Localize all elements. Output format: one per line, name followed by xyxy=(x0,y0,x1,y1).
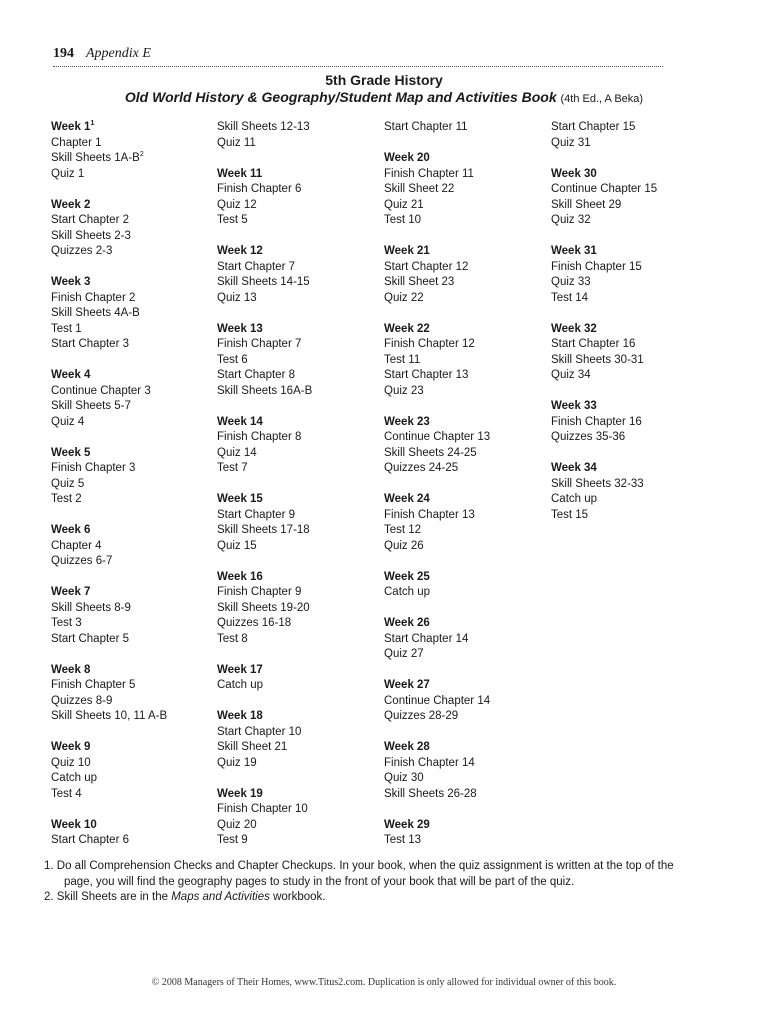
assignment-item: Finish Chapter 12 xyxy=(384,338,475,350)
schedule-title xyxy=(0,72,768,108)
assignment-item: Quiz 15 xyxy=(217,539,257,552)
footnote-2-suffix: workbook. xyxy=(269,891,326,903)
assignment-item: Skill Sheets 24-25 xyxy=(384,446,477,459)
assignment-item: Skill Sheets 30-31 xyxy=(551,353,644,366)
assignment-item: Finish Chapter 3 xyxy=(51,462,136,474)
assignment-item: Quizzes 8-9 xyxy=(51,694,113,707)
week-label: Week 31 xyxy=(551,245,597,257)
assignment-item: Quiz 14 xyxy=(217,446,257,459)
assignment-item: Start Chapter 7 xyxy=(217,260,295,273)
week-block xyxy=(217,492,383,554)
assignment-item: Quiz 19 xyxy=(217,756,257,769)
assignment-item: Finish Chapter 16 xyxy=(551,415,642,428)
week-block xyxy=(384,151,550,229)
assignment-item: Test 2 xyxy=(51,493,82,505)
assignment-item: Chapter 1 xyxy=(51,136,102,149)
assignment-item: Test 14 xyxy=(551,291,589,304)
assignment-item: Quiz 34 xyxy=(551,369,591,381)
assignment-item: Skill Sheets 10, 11 A-B xyxy=(51,710,168,722)
footnote-ref: 1 xyxy=(90,120,95,128)
week-label: Week 30 xyxy=(551,167,597,180)
week-block xyxy=(51,446,217,508)
schedule-column-3 xyxy=(384,120,550,864)
week-block xyxy=(217,787,383,849)
assignment-item: Start Chapter 2 xyxy=(51,214,129,226)
assignment-item: Skill Sheets 14-15 xyxy=(217,276,310,288)
week-label: Week 22 xyxy=(384,322,430,335)
assignment-item: Skill Sheets 17-18 xyxy=(217,524,310,536)
assignment-item: Quiz 4 xyxy=(51,415,85,428)
assignment-item: Finish Chapter 2 xyxy=(51,291,136,304)
assignment-item: Skill Sheets 2-3 xyxy=(51,229,131,242)
footnotes xyxy=(44,859,704,906)
assignment-item: Start Chapter 16 xyxy=(551,338,636,350)
week-block xyxy=(384,492,550,554)
week-block xyxy=(51,740,217,802)
week-label: Week 32 xyxy=(551,322,597,335)
assignment-item: Skill Sheets 12-13 xyxy=(217,121,310,133)
week-label: Week 3 xyxy=(51,276,91,288)
week-block xyxy=(551,167,717,229)
week-label: Week 33 xyxy=(551,400,597,412)
assignment-item: Finish Chapter 6 xyxy=(217,183,302,195)
assignment-item: Start Chapter 8 xyxy=(217,369,295,381)
week-label: Week 11 xyxy=(217,167,263,180)
assignment-item: Quizzes 28-29 xyxy=(384,710,459,722)
assignment-item: Chapter 4 xyxy=(51,539,102,552)
assignment-item: Continue Chapter 13 xyxy=(384,431,491,443)
assignment-item: Skill Sheets 16A-B xyxy=(217,384,313,397)
week-block xyxy=(551,322,717,384)
footnote-2-workbook-title: Maps and Activities xyxy=(171,891,270,903)
title-line-2 xyxy=(0,89,768,108)
assignment-item: Start Chapter 3 xyxy=(51,338,129,350)
assignment-item: Catch up xyxy=(217,679,264,691)
assignment-item: Finish Chapter 13 xyxy=(384,508,475,521)
assignment-item: Start Chapter 6 xyxy=(51,834,129,846)
week-label: Week 6 xyxy=(51,524,91,536)
assignment-item: Quiz 12 xyxy=(217,198,257,211)
footnote-1-line-1: 1. Do all Comprehension Checks and Chapter Checkups. In your book, when the quiz assignment is written at the top of the xyxy=(44,860,674,872)
assignment-item: Skill Sheets 8-9 xyxy=(51,601,131,614)
assignment-item: Start Chapter 13 xyxy=(384,369,469,381)
assignment-item: Quizzes 2-3 xyxy=(51,245,113,257)
week-label: Week 4 xyxy=(51,369,91,381)
week-block xyxy=(217,663,383,694)
week-label: Week 20 xyxy=(384,152,430,164)
assignment-item: Start Chapter 15 xyxy=(551,121,636,133)
week-block xyxy=(217,415,383,477)
assignment-item: Test 7 xyxy=(217,462,248,474)
section-label: Appendix E xyxy=(86,46,151,61)
assignment-item: Test 10 xyxy=(384,214,422,226)
assignment-item: Catch up xyxy=(384,586,431,598)
assignment-item: Test 15 xyxy=(551,508,589,521)
week-label: Week 13 xyxy=(217,322,263,335)
assignment-item: Test 9 xyxy=(217,834,248,846)
week-block xyxy=(384,570,550,601)
assignment-item: Continue Chapter 14 xyxy=(384,694,491,707)
week-block xyxy=(217,709,383,771)
week-label: Week 2 xyxy=(51,198,91,211)
week-block xyxy=(217,244,383,306)
assignment-item: Start Chapter 5 xyxy=(51,632,129,645)
footnote-2 xyxy=(44,890,704,906)
week-label: Week 23 xyxy=(384,415,430,428)
week-block xyxy=(51,818,217,849)
assignment-item: Start Chapter 14 xyxy=(384,632,469,645)
assignment-item: Test 12 xyxy=(384,524,422,536)
assignment-item: Start Chapter 9 xyxy=(217,508,295,521)
assignment-item: Quizzes 16-18 xyxy=(217,617,292,629)
assignment-item: Finish Chapter 15 xyxy=(551,260,642,273)
assignment-item: Quiz 23 xyxy=(384,384,424,397)
assignment-item: Quiz 11 xyxy=(217,136,256,149)
assignment-item: Finish Chapter 11 xyxy=(384,167,474,180)
schedule-column-2 xyxy=(217,120,383,864)
week-label: Week 16 xyxy=(217,570,263,583)
week-block xyxy=(51,198,217,260)
week-block xyxy=(384,616,550,663)
week-label: Week 24 xyxy=(384,493,430,505)
assignment-item: Quiz 20 xyxy=(217,818,257,831)
assignment-item: Start Chapter 10 xyxy=(217,725,302,738)
week-label: Week 10 xyxy=(51,818,97,831)
assignment-item: Finish Chapter 9 xyxy=(217,586,302,598)
week-block xyxy=(51,120,217,182)
assignment-item: Test 6 xyxy=(217,353,248,366)
assignment-item: Continue Chapter 3 xyxy=(51,384,151,397)
week-block xyxy=(51,585,217,647)
assignment-item: Quiz 27 xyxy=(384,648,424,660)
assignment-item: Skill Sheet 22 xyxy=(384,183,455,195)
title-line-1: 5th Grade History xyxy=(325,72,443,88)
assignment-item: Skill Sheets $1A-B^2$ xyxy=(51,151,144,164)
assignment-item: Quiz 22 xyxy=(384,291,424,304)
footnote-ref: 2 xyxy=(139,151,144,159)
assignment-item: Quiz 13 xyxy=(217,291,257,304)
week-label: Week 28 xyxy=(384,741,430,753)
assignment-item: Skill Sheets 26-28 xyxy=(384,787,477,800)
assignment-item: Test 8 xyxy=(217,632,248,645)
assignment-item: Test 5 xyxy=(217,214,248,226)
schedule-column-4 xyxy=(551,120,717,539)
assignment-item: Skill Sheets 5-7 xyxy=(51,400,131,412)
footnote-1-line-2: page, you will find the geography pages to study in the front of your book that will be part of the quiz. xyxy=(64,875,575,888)
assignment-item: Catch up xyxy=(551,493,598,505)
assignment-item: Finish Chapter 10 xyxy=(217,803,308,815)
week-block xyxy=(384,244,550,306)
week-label: Week 34 xyxy=(551,462,597,474)
assignment-item: Test 3 xyxy=(51,617,82,629)
week-block xyxy=(551,244,717,306)
week-block xyxy=(551,461,717,523)
edition-label: (4th Ed., A Beka) xyxy=(560,93,644,105)
assignment-item: Skill Sheet 29 xyxy=(551,198,622,211)
week-block xyxy=(551,120,717,151)
assignment-item: Test 13 xyxy=(384,834,422,846)
assignment-item: Start Chapter 12 xyxy=(384,260,469,273)
week-label: Week 15 xyxy=(217,493,263,505)
week-label: Week 8 xyxy=(51,663,91,676)
week-block xyxy=(384,415,550,477)
assignment-item: Test 1 xyxy=(51,322,82,335)
page-header xyxy=(53,44,663,67)
week-label: Week 26 xyxy=(384,617,430,629)
assignment-item: Quiz 30 xyxy=(384,772,424,784)
assignment-item: Quizzes 6-7 xyxy=(51,555,113,567)
assignment-item: Finish Chapter 14 xyxy=(384,756,475,769)
week-block xyxy=(51,275,217,353)
week-block xyxy=(551,399,717,446)
assignment-item: Quiz 26 xyxy=(384,539,424,552)
week-label: Week 18 xyxy=(217,710,263,722)
week-block xyxy=(384,740,550,802)
assignment-item: Catch up xyxy=(51,772,98,784)
assignment-item: Quiz 33 xyxy=(551,276,591,288)
week-block xyxy=(217,167,383,229)
assignment-item: Quiz 5 xyxy=(51,477,85,490)
assignment-item: Quizzes 24-25 xyxy=(384,462,459,474)
week-label: Week 25 xyxy=(384,570,430,583)
week-label: Week 7 xyxy=(51,586,91,598)
week-label: Week 17 xyxy=(217,663,263,676)
assignment-item: Quiz 32 xyxy=(551,214,591,226)
assignment-item: Skill Sheets 32-33 xyxy=(551,477,644,490)
week-block xyxy=(217,570,383,648)
copyright-footer: © 2008 Managers of Their Homes, www.Titus2.com. Duplication is only allowed for individual owner of this book. xyxy=(151,977,617,988)
week-block xyxy=(384,120,550,136)
assignment-item: Test 4 xyxy=(51,787,82,800)
week-label: Week 27 xyxy=(384,679,430,691)
assignment-item: Quizzes 35-36 xyxy=(551,431,626,443)
footnote-2-prefix: 2. Skill Sheets are in the xyxy=(44,891,172,903)
week-block xyxy=(384,678,550,725)
week-label: Week 29 xyxy=(384,818,430,831)
assignment-item: Skill Sheet 21 xyxy=(217,741,288,753)
assignment-item: Quiz 10 xyxy=(51,756,91,769)
week-label: Week 19 xyxy=(217,787,263,800)
assignment-item: Skill Sheets 4A-B xyxy=(51,307,140,319)
assignment-item: Continue Chapter 15 xyxy=(551,183,658,195)
assignment-item: Finish Chapter 8 xyxy=(217,431,302,443)
assignment-item: Start Chapter 11 xyxy=(384,121,468,133)
week-label: Week 14 xyxy=(217,415,263,428)
assignment-item: Skill Sheet 23 xyxy=(384,276,455,288)
assignment-item: Skill Sheets 19-20 xyxy=(217,601,310,614)
assignment-item: Quiz 21 xyxy=(384,198,424,211)
week-block xyxy=(51,368,217,430)
week-block xyxy=(51,663,217,725)
book-title: Old World History & Geography/Student Map and Activities Book xyxy=(124,89,557,105)
week-block xyxy=(217,322,383,400)
week-label: Week 9 xyxy=(51,741,91,753)
week-label: Week $1^1$ xyxy=(51,120,95,133)
assignment-item: Quiz 1 xyxy=(51,167,85,180)
week-block xyxy=(51,523,217,570)
week-block xyxy=(384,322,550,400)
assignment-item: Quiz 31 xyxy=(551,136,591,149)
week-block xyxy=(217,120,383,151)
assignment-item: Test 11 xyxy=(384,353,421,366)
week-label: Week 5 xyxy=(51,446,91,459)
assignment-item: Finish Chapter 7 xyxy=(217,338,302,350)
schedule-column-1 xyxy=(51,120,217,864)
week-label: Week 21 xyxy=(384,245,430,257)
week-label: Week 12 xyxy=(217,245,263,257)
assignment-item: Finish Chapter 5 xyxy=(51,679,136,691)
page-number: 194 xyxy=(53,46,74,61)
week-block xyxy=(384,818,550,849)
